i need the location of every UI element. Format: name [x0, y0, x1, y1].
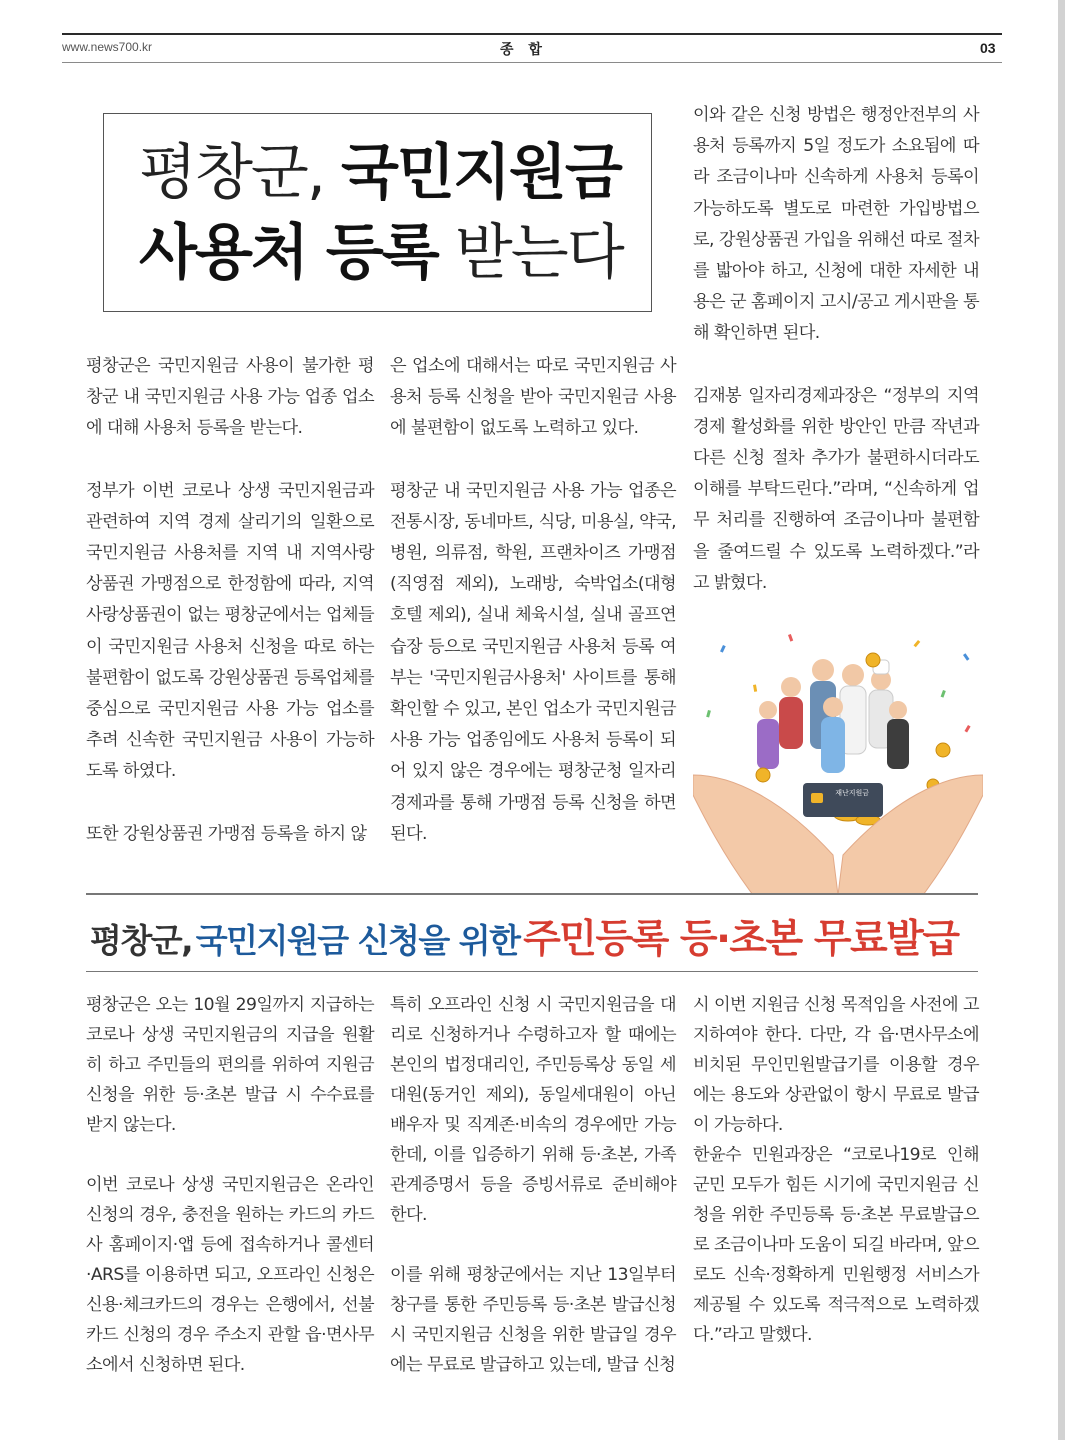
header-bottom-rule — [62, 62, 1002, 63]
header-top-rule — [62, 33, 1002, 35]
article1-col3-para-1: 이와 같은 신청 방법은 행정안전부의 사용처 등록까지 5일 정도가 소요됨에 따라 조금이나마 신속하게 사용처 등록이 가능하도록 별도로 마련한 가입방법으로, 강원상품권 가입을 위해선 따로 절차를 밟아야 하고, 신청에 대한 자세한 내용은 군 홈페이지 고시/공고 게시판을 통해 확인하면 된다. — [693, 105, 979, 344]
article1-col1-para-1: 평창군은 국민지원금 사용이 불가한 평창군 내 국민지원금 사용 가능 업종 업소에 대해 사용처 등록을 받는다. — [86, 356, 374, 439]
article2-col2-para-1: 특히 오프라인 신청 시 국민지원금을 대리로 신청하거나 수령하고자 할 때에는 본인의 법정대리인, 주민등록상 동일 세대원(동거인 제외), 동일세대원이 아닌 배우자 및 직계존·비속의 경우에만 가능한데, 이를 입증하기 위해 등·초본, 가족관계증명서 등을 증빙서류로 준비해야 한다. — [390, 995, 676, 1225]
article1-column-2 — [390, 351, 676, 850]
card-label: 재난지원금 — [835, 789, 869, 797]
article2-col2-para-2: 이를 위해 평창군에서는 지난 13일부터 창구를 통한 주민등록 등·초본 발급신청 시 국민지원금 신청을 위한 발급일 경우에는 무료로 발급하고 있는데, 발급 신청 — [390, 1265, 676, 1375]
section2-bottom-rule — [86, 971, 978, 972]
article2-col1-para-1: 평창군은 오는 10월 29일까지 지급하는 코로나 상생 국민지원금의 지급을 원활히 하고 주민들의 편의를 위하여 지원금 신청을 위한 등·초본 발급 시 수수료를 받지 않는다. — [86, 995, 374, 1135]
headline-line-1 — [139, 138, 621, 208]
card-icon — [803, 783, 883, 817]
headline-2 — [90, 908, 959, 964]
headline-box — [103, 113, 652, 312]
article1-col1-para-3: 또한 강원상품권 가맹점 등록을 하지 않 — [86, 823, 367, 844]
page-edge-shadow — [1058, 0, 1065, 1440]
header-url: www.news700.kr — [62, 40, 153, 54]
support-fund-illustration — [693, 625, 983, 895]
article2-column-1 — [86, 990, 374, 1380]
headline-line-2 — [139, 218, 623, 288]
headline-line1-bold: 국민지원금 — [341, 138, 621, 208]
article1-col2-para-1: 은 업소에 대해서는 따로 국민지원금 사용처 등록 신청을 받아 국민지원금 사용에 불편함이 없도록 노력하고 있다. — [390, 356, 676, 439]
section2-top-rule — [86, 893, 978, 895]
article2-column-3 — [693, 990, 979, 1350]
article1-col2-para-2: 평창군 내 국민지원금 사용 가능 업종은 전통시장, 동네마트, 식당, 미용실, 약국, 병원, 의류점, 학원, 프랜차이즈 가맹점(직영점 제외), 노래방, 숙박업소(대형 호텔 제외), 실내 체육시설, 실내 골프연습장 등으로 국민지원금 사용처 등록 여부는 '국민지원금사용처' 사이트를 통해 확인할 수 있고, 본인 업소가 국민지원금 사용 가능 업종임에도 사용처 등록이 되어 있지 않은 경우에는 평창군청 일자리경제과를 통해 가맹점 등록 신청을 하면 된다. — [390, 480, 676, 844]
headline2-part-2: 국민지원금 신청을 위한 — [195, 921, 520, 960]
headline2-part-3: 주민등록 등·초본 무료발급 — [523, 917, 959, 962]
article1-col1-para-2: 정부가 이번 코로나 상생 국민지원금과 관련하여 지역 경제 살리기의 일환으로 국민지원금 사용처를 지역 내 지역사랑상품권 가맹점으로 한정함에 따라, 지역사랑상품권이 없는 평창군에서는 업체들이 국민지원금 사용처 신청을 따로 하는 불편함이 없도록 강원상품권 등록업체를 중심으로 국민지원금 사용 가능 업소를 추려 신속한 국민지원금 사용이 가능하도록 하였다. — [86, 480, 374, 782]
article2-column-2 — [390, 990, 676, 1380]
headline-line2-bold: 사용처 등록 — [139, 218, 438, 288]
headline-line1-light: 평창군, — [139, 138, 324, 208]
header-section-name: 종 합 — [500, 42, 547, 58]
people-group — [757, 659, 909, 773]
headline-line2-light: 받는다 — [454, 218, 623, 288]
article1-column-3 — [693, 100, 979, 599]
article2-col1-para-2: 이번 코로나 상생 국민지원금은 온라인 신청의 경우, 충전을 원하는 카드의 카드사 홈페이지·앱 등에 접속하거나 콜센터·ARS를 이용하면 되고, 오프라인 신청은 신용·체크카드의 경우는 은행에서, 선불카드 신청의 경우 주소지 관할 읍·면사무소에서 신청하면 된다. — [86, 1175, 374, 1375]
article2-col3-para-1: 시 이번 지원금 신청 목적임을 사전에 고지하여야 한다. 다만, 각 읍·면사무소에 비치된 무인민원발급기를 이용할 경우에는 용도와 상관없이 항시 무료로 발급이 가능하다. — [693, 995, 979, 1135]
headline2-part-1: 평창군, — [90, 921, 193, 960]
header-page-number: 03 — [980, 40, 996, 56]
illustration-svg — [693, 625, 983, 895]
article1-col3-para-2: 김재봉 일자리경제과장은 “정부의 지역경제 활성화를 위한 방안인 만큼 작년과 다른 신청 절차 추가가 불편하시더라도 이해를 부탁드린다.”라며, “신속하게 업무 처리를 진행하여 조금이나마 불편함을 줄여드릴 수 있도록 노력하겠다.”라고 밝혔다. — [693, 385, 979, 593]
article2-col3-para-2: 한윤수 민원과장은 “코로나19로 인해 군민 모두가 힘든 시기에 국민지원금 신청을 위한 주민등록 등·초본 무료발급으로 조금이나마 도움이 되길 바라며, 앞으로도 신속·정확하게 민원행정 서비스가 제공될 수 있도록 적극적으로 노력하겠다.”라고 말했다. — [693, 1145, 979, 1345]
article1-column-1 — [86, 351, 374, 850]
